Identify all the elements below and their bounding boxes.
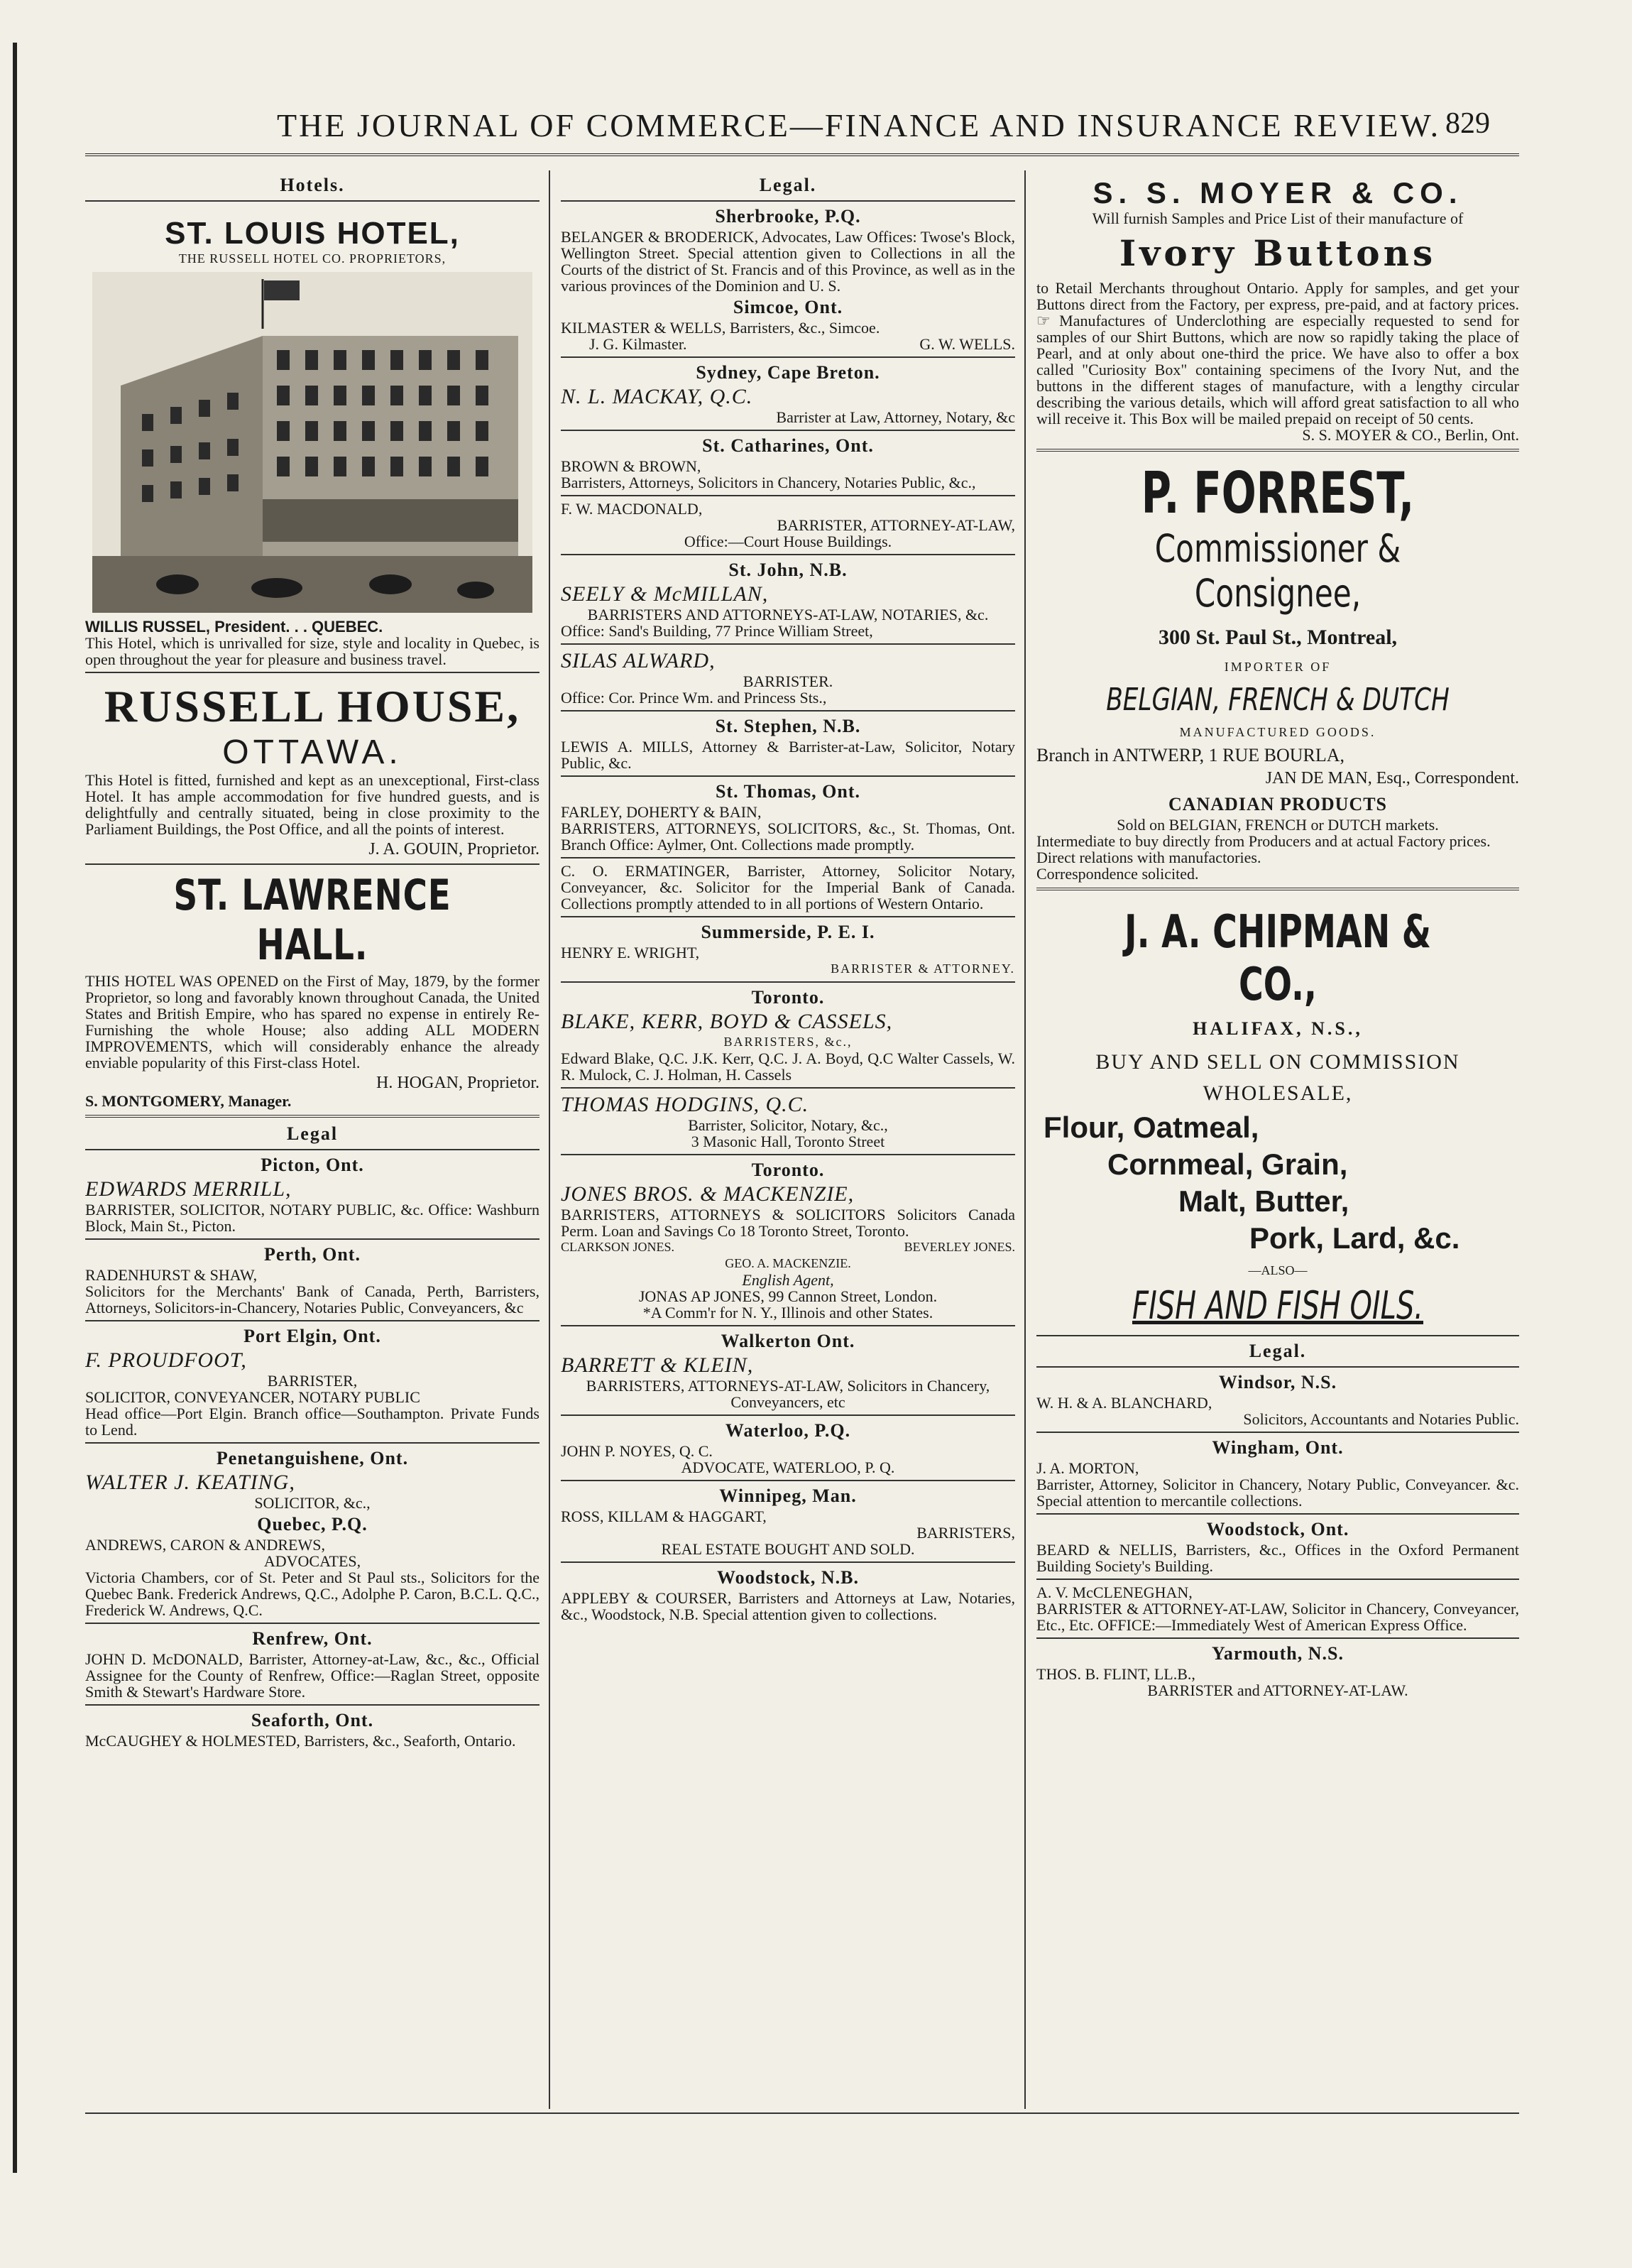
chipman-also: —ALSO— xyxy=(1248,1263,1308,1277)
location-heading: Picton, Ont. xyxy=(261,1155,364,1175)
location-heading: Seaforth, Ont. xyxy=(251,1710,374,1730)
lawyer-agent-label: English Agent, xyxy=(742,1271,834,1289)
lawyer-partner: G. W. WELLS. xyxy=(919,335,1015,353)
lawyer-name: JOHN P. NOYES, Q. C. xyxy=(561,1442,713,1460)
st-louis-proprietors: THE RUSSELL HOTEL CO. PROPRIETORS, xyxy=(178,251,447,266)
lawyer-name: F. PROUDFOOT, xyxy=(85,1348,247,1372)
location-heading: Waterloo, P.Q. xyxy=(725,1420,851,1441)
lawyer-details: LEWIS A. MILLS, Attorney & Barrister-at-Law, Solicitor, Notary Public, &c. xyxy=(561,738,1015,772)
lawyer-title: BARRISTERS, xyxy=(916,1524,1015,1542)
forrest-origin: BELGIAN, FRENCH & DUTCH xyxy=(1106,682,1450,718)
lawyer-title: BARRISTER, xyxy=(267,1372,358,1390)
lawyer-name: A. V. McCLENEGHAN, xyxy=(1036,1583,1193,1601)
lawyer-name: W. H. & A. BLANCHARD, xyxy=(1036,1394,1212,1412)
lawyer-details: Head office—Port Elgin. Branch office—Southampton. Private Funds to Lend. xyxy=(85,1405,540,1439)
st-lawrence-hall-description: THIS HOTEL WAS OPENED on the First of May, 1879, by the former Proprietor, so long and favorably known throughout Canada, the United States and British Empire, who has spared no expense in entirely Re-Furnishing the whole House; also adding ALL MODERN IMPROVEMENTS, which will considerably enhance the already enviable popularity of this First-class Hotel. xyxy=(85,972,540,1072)
lawyer-title: Solicitors, Accountants and Notaries Public. xyxy=(1243,1410,1519,1428)
lawyer-title: Barrister, Solicitor, Notary, &c., xyxy=(688,1116,888,1134)
chipman-title: J. A. CHIPMAN & CO., xyxy=(1124,906,1432,1011)
forrest-branch: Branch in ANTWERP, 1 RUE BOURLA, xyxy=(1036,745,1345,765)
lawyer-note: *A Comm'r for N. Y., Illinois and other States. xyxy=(642,1304,933,1321)
lawyer-details: BARRISTER, SOLICITOR, NOTARY PUBLIC, &c. Office: Washburn Block, Main St., Picton. xyxy=(85,1201,540,1235)
lawyer-details: Barrister, Attorney, Solicitor in Chancery, Notary Public, Conveyancer. &c. Special attention to mercantile collections. xyxy=(1036,1476,1519,1510)
forrest-relations: Direct relations with manufactories. xyxy=(1036,849,1261,866)
section-heading: Legal xyxy=(286,1123,339,1144)
russell-house-city: OTTAWA. xyxy=(222,734,402,771)
lawyer-partner: BEVERLEY JONES. xyxy=(904,1240,1015,1254)
lawyer-name: J. A. MORTON, xyxy=(1036,1459,1139,1477)
russell-house-description: This Hotel is fitted, furnished and kept as an unexceptional, First-class Hotel. It has ample accommodation for five hundred guests, and is delightfully and centrally situated, being in close proximity to the Parliament Buildings, the Post Office, and all the points of interest. xyxy=(85,771,540,838)
chipman-wholesale: WHOLESALE, xyxy=(1203,1081,1353,1105)
lawyer-details: BARRISTER & ATTORNEY-AT-LAW, Solicitor in Chancery, Conveyancer, Etc., Etc. OFFICE:—Immediately West of American Express Office. xyxy=(1036,1600,1519,1634)
location-heading: Sydney, Cape Breton. xyxy=(696,362,880,383)
location-heading: Quebec, P.Q. xyxy=(257,1514,368,1534)
lawyer-details: JOHN D. McDONALD, Barrister, Attorney-at-Law, &c., &c., Official Assignee for the County of Renfrew, Office:—Raglan Street, opposite Smith & Stewart's Hardware Store. xyxy=(85,1650,540,1701)
lawyer-title: Barrister at Law, Attorney, Notary, &c xyxy=(776,408,1015,426)
chipman-city: HALIFAX, N.S., xyxy=(1193,1018,1363,1039)
lawyer-name: KILMASTER & WELLS, Barristers, &c., Simcoe. xyxy=(561,319,880,337)
chipman-goods: Pork, Lard, &c. xyxy=(1249,1221,1460,1255)
lawyer-name: SEELY & McMILLAN, xyxy=(561,582,769,606)
lawyer-details: C. O. ERMATINGER, Barrister, Attorney, Solicitor Notary, Conveyancer, &c. Solicitor for the Imperial Bank of Canada. Collections promptly attended to in all portions of Western Ontario. xyxy=(561,862,1015,912)
location-heading: Penetanguishene, Ont. xyxy=(216,1448,409,1468)
lawyer-name: SILAS ALWARD, xyxy=(561,649,716,672)
st-louis-description: This Hotel, which is unrivalled for size, style and locality in Quebec, is open throughout the year for pleasure and business travel. xyxy=(85,634,540,668)
location-heading: Walkerton Ont. xyxy=(721,1331,855,1351)
location-heading: Woodstock, N.B. xyxy=(717,1567,859,1588)
location-heading: Windsor, N.S. xyxy=(1218,1372,1337,1392)
lawyer-agent: JONAS AP JONES, 99 Cannon Street, London. xyxy=(638,1287,938,1305)
st-lawrence-hall-proprietor: H. HOGAN, Proprietor. xyxy=(376,1074,540,1092)
lawyer-office: Office: Cor. Prince Wm. and Princess Sts., xyxy=(561,689,827,707)
location-heading: Perth, Ont. xyxy=(264,1244,361,1265)
lawyer-name: N. L. MACKAY, Q.C. xyxy=(561,385,753,408)
lawyer-name: EDWARDS MERRILL, xyxy=(85,1177,292,1201)
lawyer-title: REAL ESTATE BOUGHT AND SOLD. xyxy=(661,1540,915,1558)
page-number: 829 xyxy=(1445,107,1490,140)
forrest-correspondent: JAN DE MAN, Esq., Correspondent. xyxy=(1265,769,1519,787)
lawyer-details: BARRISTERS, ATTORNEYS, SOLICITORS, &c., St. Thomas, Ont. Branch Office: Aylmer, Ont. Collections made promptly. xyxy=(561,819,1015,854)
lawyer-office: Office:—Court House Buildings. xyxy=(684,533,892,550)
lawyer-title: SOLICITOR, &c., xyxy=(254,1494,371,1512)
lawyer-title: BARRISTERS, &c., xyxy=(723,1035,853,1049)
lawyer-title: SOLICITOR, CONVEYANCER, NOTARY PUBLIC xyxy=(85,1388,420,1406)
lawyer-name: ROSS, KILLAM & HAGGART, xyxy=(561,1508,767,1525)
forrest-markets: Sold on BELGIAN, FRENCH or DUTCH markets. xyxy=(1117,816,1439,834)
lawyer-title: ADVOCATES, xyxy=(263,1552,361,1570)
lawyer-details: Victoria Chambers, cor of St. Peter and St Paul sts., Solicitors for the Quebec Bank. Frederick Andrews, Q.C., Adolphe P. Caron, B.C.L. Q.C., Frederick W. Andrews, Q.C. xyxy=(85,1569,540,1619)
location-heading: Woodstock, Ont. xyxy=(1206,1519,1349,1539)
location-heading: Simcoe, Ont. xyxy=(733,297,843,317)
russell-house-proprietor: J. A. GOUIN, Proprietor. xyxy=(368,840,540,858)
page-header-title: THE JOURNAL OF COMMERCE—FINANCE AND INSURANCE REVIEW. xyxy=(277,107,1441,143)
forrest-title: P. FORREST, xyxy=(1141,460,1415,526)
forrest-canadian-products: CANADIAN PRODUCTS xyxy=(1168,794,1388,814)
lawyer-name: WALTER J. KEATING, xyxy=(85,1471,295,1494)
location-heading: Renfrew, Ont. xyxy=(252,1628,373,1649)
lawyer-details: APPLEBY & COURSER, Barristers and Attorneys at Law, Notaries, &c., Woodstock, N.B. Special attention given to collections. xyxy=(561,1589,1015,1623)
lawyer-name: FARLEY, DOHERTY & BAIN, xyxy=(561,803,762,821)
column-divider xyxy=(549,170,550,2109)
hotel-engraving-illustration xyxy=(92,272,532,613)
forrest-intermediate: Intermediate to buy directly from Producers and at actual Factory prices. xyxy=(1036,832,1491,850)
moyer-intro: Will furnish Samples and Price List of their manufacture of xyxy=(1092,209,1464,227)
binding-edge xyxy=(13,43,17,2173)
location-heading: Winnipeg, Man. xyxy=(719,1485,857,1506)
location-heading: Toronto. xyxy=(751,1160,825,1180)
location-heading: St. Thomas, Ont. xyxy=(715,781,861,802)
chipman-goods: Cornmeal, Grain, xyxy=(1107,1147,1348,1181)
location-heading: St. John, N.B. xyxy=(728,560,848,580)
lawyer-name: HENRY E. WRIGHT, xyxy=(561,944,700,961)
lawyer-title: ADVOCATE, WATERLOO, P. Q. xyxy=(681,1459,895,1476)
location-heading: Port Elgin, Ont. xyxy=(243,1326,381,1346)
moyer-title: S. S. MOYER & CO. xyxy=(1092,176,1463,209)
forrest-correspondence: Correspondence solicited. xyxy=(1036,865,1199,883)
lawyer-details: BARRISTERS, ATTORNEYS-AT-LAW, Solicitors in Chancery, Conveyancers, etc xyxy=(586,1377,990,1411)
header-rule xyxy=(85,153,1519,156)
moyer-signature: S. S. MOYER & CO., Berlin, Ont. xyxy=(1302,426,1519,444)
lawyer-details: Barristers, Attorneys, Solicitors in Chancery, Notaries Public, &c., xyxy=(561,474,976,491)
forrest-goods: MANUFACTURED GOODS. xyxy=(1179,725,1376,739)
section-heading: Legal. xyxy=(1249,1341,1307,1361)
lawyer-title: BARRISTER & ATTORNEY. xyxy=(831,961,1015,976)
chipman-goods: Malt, Butter, xyxy=(1178,1184,1349,1218)
lawyer-details: BELANGER & BRODERICK, Advocates, Law Offices: Twose's Block, Wellington Street. Special attention given to Collections in all the Courts of the district of St. Francis and of this Province, as well as in the various provinces of the Dominion and U. S. xyxy=(561,228,1015,295)
lawyer-name: ANDREWS, CARON & ANDREWS, xyxy=(85,1536,325,1554)
lawyer-office: Office: Sand's Building, 77 Prince William Street, xyxy=(561,622,873,640)
ivory-buttons-title: Ivory Buttons xyxy=(1119,232,1437,274)
lawyer-name: JONES BROS. & MACKENZIE, xyxy=(561,1182,855,1206)
location-heading: St. Stephen, N.B. xyxy=(715,716,861,736)
location-heading: Toronto. xyxy=(751,987,825,1008)
st-lawrence-hall-manager: S. MONTGOMERY, Manager. xyxy=(85,1092,292,1110)
chipman-goods: Flour, Oatmeal, xyxy=(1044,1111,1259,1144)
section-heading: Hotels. xyxy=(280,175,345,195)
location-heading: Summerside, P. E. I. xyxy=(701,922,875,942)
chipman-fish: FISH AND FISH OILS. xyxy=(1132,1283,1424,1328)
lawyer-details: Edward Blake, Q.C. J.K. Kerr, Q.C. J. A. Boyd, Q.C Walter Cassels, W. R. Mulock, C. J. Holman, H. Cassels xyxy=(561,1050,1015,1084)
lawyer-office: 3 Masonic Hall, Toronto Street xyxy=(691,1133,885,1150)
forrest-address: 300 St. Paul St., Montreal, xyxy=(1158,626,1398,649)
location-heading: Sherbrooke, P.Q. xyxy=(715,206,861,227)
st-louis-president: WILLIS RUSSEL, President. . . QUEBEC. xyxy=(85,618,383,636)
russell-house-title: RUSSELL HOUSE, xyxy=(104,681,521,731)
lawyer-details: BEARD & NELLIS, Barristers, &c., Offices in the Oxford Permanent Building Society's Building. xyxy=(1036,1541,1519,1575)
lawyer-details: BARRISTERS, ATTORNEYS & SOLICITORS Solicitors Canada Perm. Loan and Savings Co 18 Toronto Street, Toronto. xyxy=(561,1206,1015,1240)
lawyer-name: RADENHURST & SHAW, xyxy=(85,1266,258,1284)
location-heading: Yarmouth, N.S. xyxy=(1212,1643,1344,1664)
column-advertisements xyxy=(1036,170,1519,2109)
column-divider xyxy=(1024,170,1026,2109)
moyer-description: to Retail Merchants throughout Ontario. Apply for samples, and get your Buttons direct from the Factory, per express, pre-paid, and at factory prices. ☞ Manufactures of Underclothing are especially requested to send for samples of our Shirt Buttons, which are now so rapidly taking the place of Pearl, and at only about one-third the price. We have also to offer a box called "Curiosity Box" containing specimens of the Ivory Nut, and the buttons in the different stages of manufacture, with a lengthy circular describing the various details, which will afford great satisfaction to all who will receive it. This Box will be mailed prepaid on receipt of 50 cents. xyxy=(1036,279,1519,427)
lawyer-name: BARRETT & KLEIN, xyxy=(561,1353,754,1377)
st-louis-hotel-title: ST. LOUIS HOTEL, xyxy=(165,216,460,251)
lawyer-name: BLAKE, KERR, BOYD & CASSELS, xyxy=(561,1010,893,1033)
column-hotels xyxy=(85,170,540,2109)
st-lawrence-hall-title: ST. LAWRENCE HALL. xyxy=(173,871,451,970)
lawyer-title: BARRISTER and ATTORNEY-AT-LAW. xyxy=(1147,1681,1408,1699)
footer-rule xyxy=(85,2112,1519,2114)
forrest-subtitle: Commissioner & Consignee, xyxy=(1154,526,1401,616)
lawyer-partner: CLARKSON JONES. xyxy=(561,1240,675,1254)
location-heading: Wingham, Ont. xyxy=(1212,1437,1344,1458)
lawyer-details: Solicitors for the Merchants' Bank of Canada, Perth, Barristers, Attorneys, Solicitors-in-Chancery, Notaries Public, Conveyancers, &c xyxy=(85,1282,540,1316)
section-heading: Legal. xyxy=(759,175,817,195)
lawyer-title: BARRISTERS AND ATTORNEYS-AT-LAW, NOTARIES, &c. xyxy=(587,606,989,623)
lawyer-name: THOMAS HODGINS, Q.C. xyxy=(561,1093,809,1116)
lawyer-title: BARRISTER. xyxy=(743,672,833,690)
lawyer-partner: GEO. A. MACKENZIE. xyxy=(725,1256,851,1270)
lawyer-details: McCAUGHEY & HOLMESTED, Barristers, &c., Seaforth, Ontario. xyxy=(85,1732,516,1750)
chipman-buy-sell: BUY AND SELL ON COMMISSION xyxy=(1095,1050,1460,1074)
lawyer-name: BROWN & BROWN, xyxy=(561,457,701,475)
column-legal xyxy=(561,170,1015,2109)
lawyer-title: BARRISTER, ATTORNEY-AT-LAW, xyxy=(777,516,1015,534)
lawyer-partner: J. G. Kilmaster. xyxy=(589,335,687,353)
lawyer-name: F. W. MACDONALD, xyxy=(561,500,703,518)
forrest-importer-label: IMPORTER OF xyxy=(1224,660,1332,674)
location-heading: St. Catharines, Ont. xyxy=(702,435,874,456)
lawyer-name: THOS. B. FLINT, LL.B., xyxy=(1036,1665,1195,1683)
